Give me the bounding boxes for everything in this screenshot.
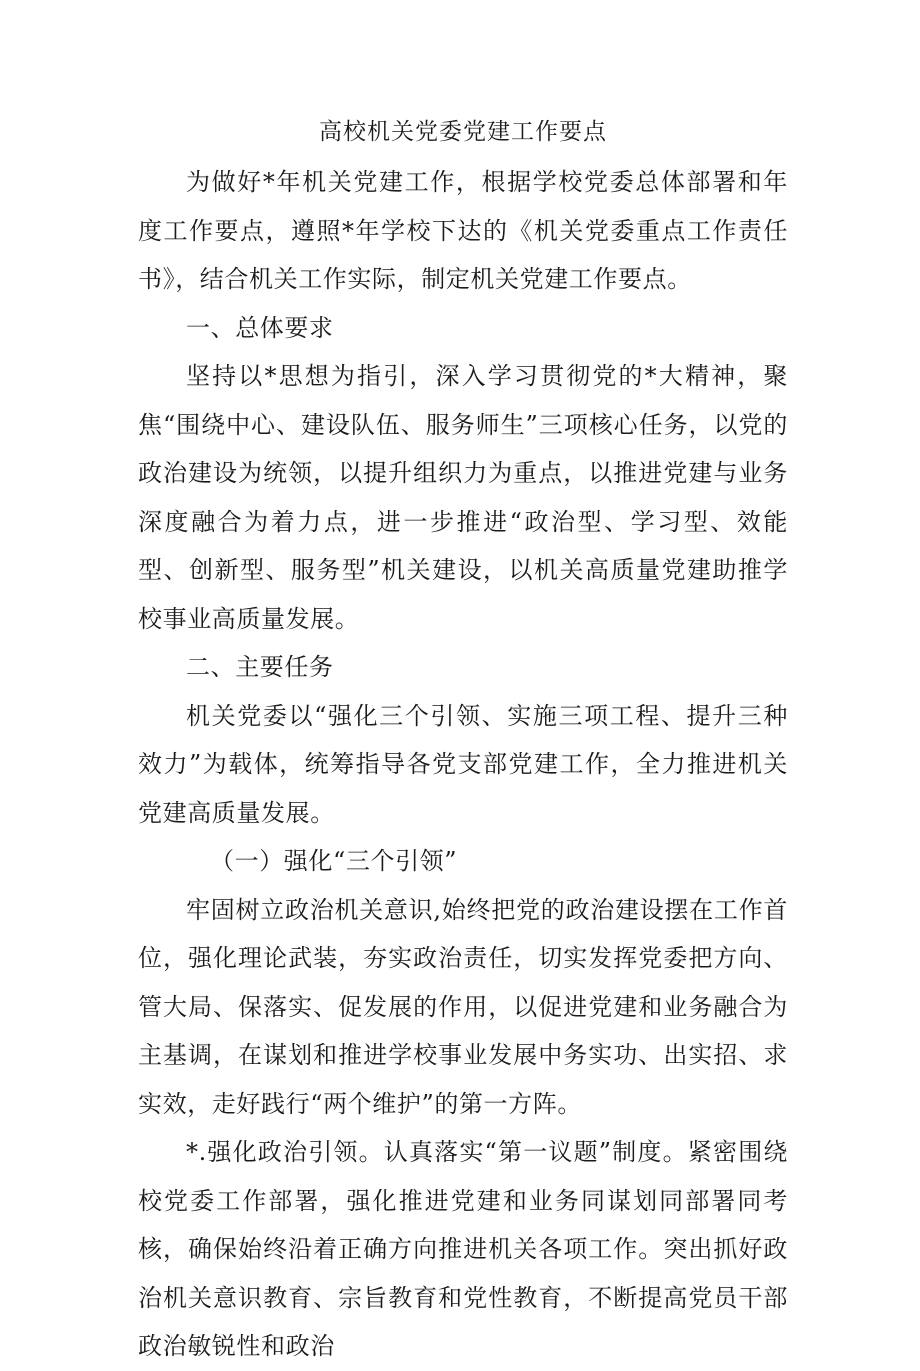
- political-lead-paragraph: *.强化政治引领。认真落实“第一议题”制度。紧密围绕校党委工作部署，强化推进党建和业务同谋划同部署同考核，确保始终沿着正确方向推进机关各项工作。突出抓好政治机关意识教育、宗旨教育和党性教育，不断提高党员干部政治敏锐性和政治: [138, 1138, 788, 1360]
- main-tasks-paragraph: 机关党委以“强化三个引领、实施三项工程、提升三种效力”为载体，统筹指导各党支部党建工作，全力推进机关党建高质量发展。: [138, 701, 788, 827]
- overall-requirements-paragraph: 坚持以*思想为指引，深入学习贯彻党的*大精神，聚焦“围绕中心、建设队伍、服务师生”三项核心任务，以党的政治建设为统领，以提升组织力为重点，以推进党建与业务深度融合为着力点，进一步推进“政治型、学习型、效能型、创新型、服务型”机关建设，以机关高质量党建助推学校事业高质量发展。: [138, 362, 788, 633]
- document-page: [138, 112, 788, 1371]
- three-leads-paragraph: 牢固树立政治机关意识,始终把党的政治建设摆在工作首位，强化理论武装，夯实政治责任，切实发挥党委把方向、管大局、保落实、促发展的作用，以促进党建和业务融合为主基调，在谋划和推进学校事业发展中务实功、出实招、求实效，走好践行“两个维护”的第一方阵。: [138, 895, 788, 1118]
- subsection-heading-three-leads: （一）强化“三个引领”: [210, 847, 458, 875]
- section-heading-main-tasks: 二、主要任务: [186, 653, 334, 681]
- document-title: 高校机关党委党建工作要点: [319, 119, 607, 145]
- intro-paragraph: 为做好*年机关党建工作，根据学校党委总体部署和年度工作要点，遵照*年学校下达的《机关党委重点工作责任书》，结合机关工作实际，制定机关党建工作要点。: [138, 168, 788, 293]
- section-heading-overall-requirements: 一、总体要求: [186, 313, 334, 342]
